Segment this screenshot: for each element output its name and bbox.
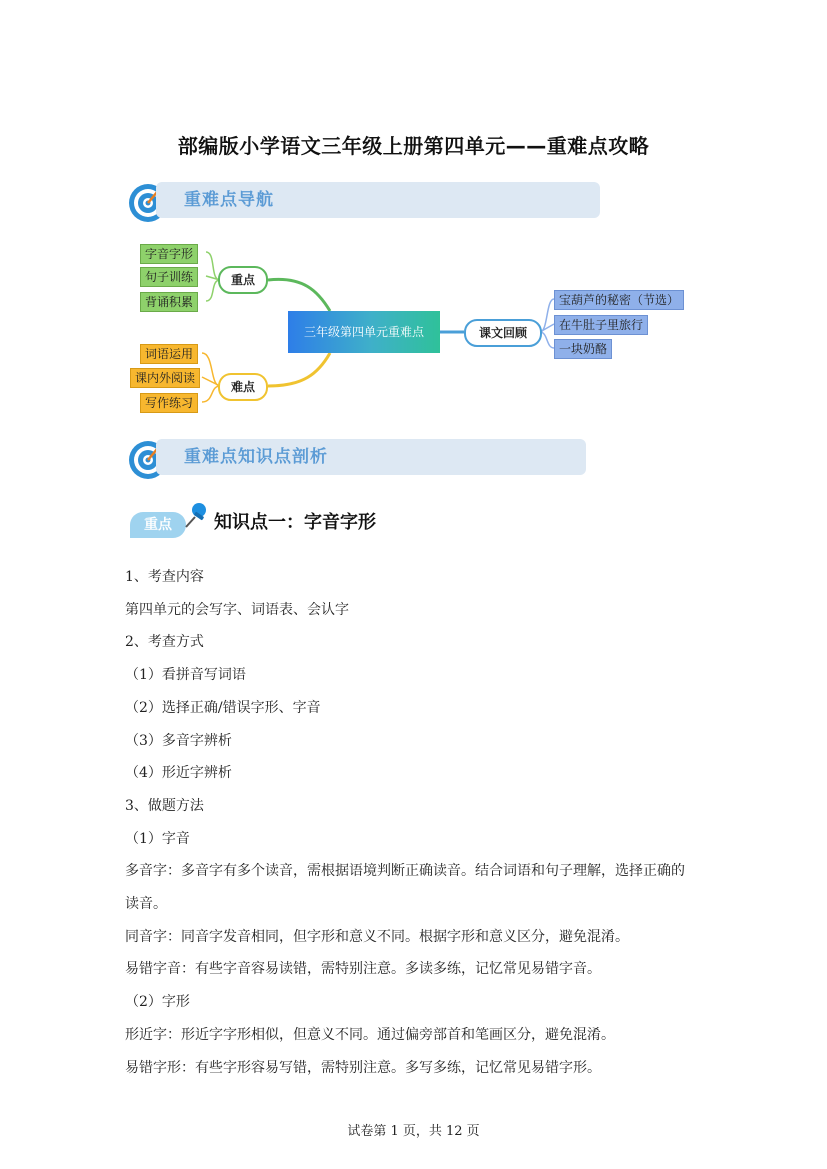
knowledge-point-header bbox=[130, 500, 530, 540]
body-line: 读音。 bbox=[125, 896, 167, 913]
body-line: （1）字音 bbox=[125, 830, 190, 847]
body-line: 多音字：多音字有多个读音，需根据语境判断正确读音。结合词语和句子理解，选择正确的 bbox=[125, 863, 685, 880]
mind-map-leaf: 宝葫芦的秘密（节选） bbox=[554, 290, 684, 310]
page-footer: 试卷第 1 页，共 12 页 bbox=[347, 1124, 480, 1139]
pushpin-icon bbox=[182, 500, 212, 530]
page-title: 部编版小学语文三年级上册第四单元——重难点攻略 bbox=[177, 134, 650, 158]
section-header-analysis bbox=[128, 437, 588, 479]
section-header-navigation bbox=[128, 180, 603, 222]
body-line: （4）形近字辨析 bbox=[125, 765, 232, 782]
mind-map-branch-review: 课文回顾 bbox=[464, 319, 542, 347]
body-line: 形近字：形近字字形相似，但意义不同。通过偏旁部首和笔画区分，避免混淆。 bbox=[125, 1026, 615, 1043]
body-content bbox=[125, 561, 725, 1084]
mind-map-leaf: 课内外阅读 bbox=[130, 368, 200, 388]
body-line: 3、做题方法 bbox=[125, 797, 204, 814]
key-badge: 重点 bbox=[130, 512, 186, 538]
mind-map-leaf: 字音字形 bbox=[140, 244, 198, 264]
mind-map-branch-difficult: 难点 bbox=[218, 373, 268, 401]
mind-map-leaf: 在牛肚子里旅行 bbox=[554, 315, 648, 335]
body-line: （3）多音字辨析 bbox=[125, 732, 232, 749]
body-line: 1、考查内容 bbox=[125, 569, 204, 585]
mind-map-branch-key: 重点 bbox=[218, 266, 268, 294]
mind-map-leaf: 句子训练 bbox=[140, 267, 198, 287]
mind-map bbox=[128, 236, 698, 416]
body-line: 2、考查方式 bbox=[125, 634, 204, 651]
body-line: 易错字形：有些字形容易写错，需特别注意。多写多练，记忆常见易错字形。 bbox=[125, 1059, 601, 1076]
mind-map-leaf: 词语运用 bbox=[140, 344, 198, 364]
knowledge-point-title: 知识点一：字音字形 bbox=[214, 512, 376, 533]
section-title: 重难点导航 bbox=[184, 190, 274, 210]
body-line: 易错字音：有些字音容易读错，需特别注意。多读多练，记忆常见易错字音。 bbox=[125, 961, 601, 978]
body-line: （2）选择正确/错误字形、字音 bbox=[125, 699, 321, 716]
body-line: （2）字形 bbox=[125, 994, 190, 1011]
mind-map-leaf: 背诵积累 bbox=[140, 292, 198, 312]
body-line: 第四单元的会写字、词语表、会认字 bbox=[125, 601, 349, 618]
body-line: 同音字：同音字发音相同，但字形和意义不同。根据字形和意义区分，避免混淆。 bbox=[125, 928, 629, 945]
mind-map-leaf: 一块奶酪 bbox=[554, 339, 612, 359]
section-title: 重难点知识点剖析 bbox=[184, 447, 328, 467]
mind-map-center: 三年级第四单元重难点 bbox=[288, 311, 440, 353]
body-line: （1）看拼音写词语 bbox=[125, 667, 246, 684]
mind-map-leaf: 写作练习 bbox=[140, 393, 198, 413]
